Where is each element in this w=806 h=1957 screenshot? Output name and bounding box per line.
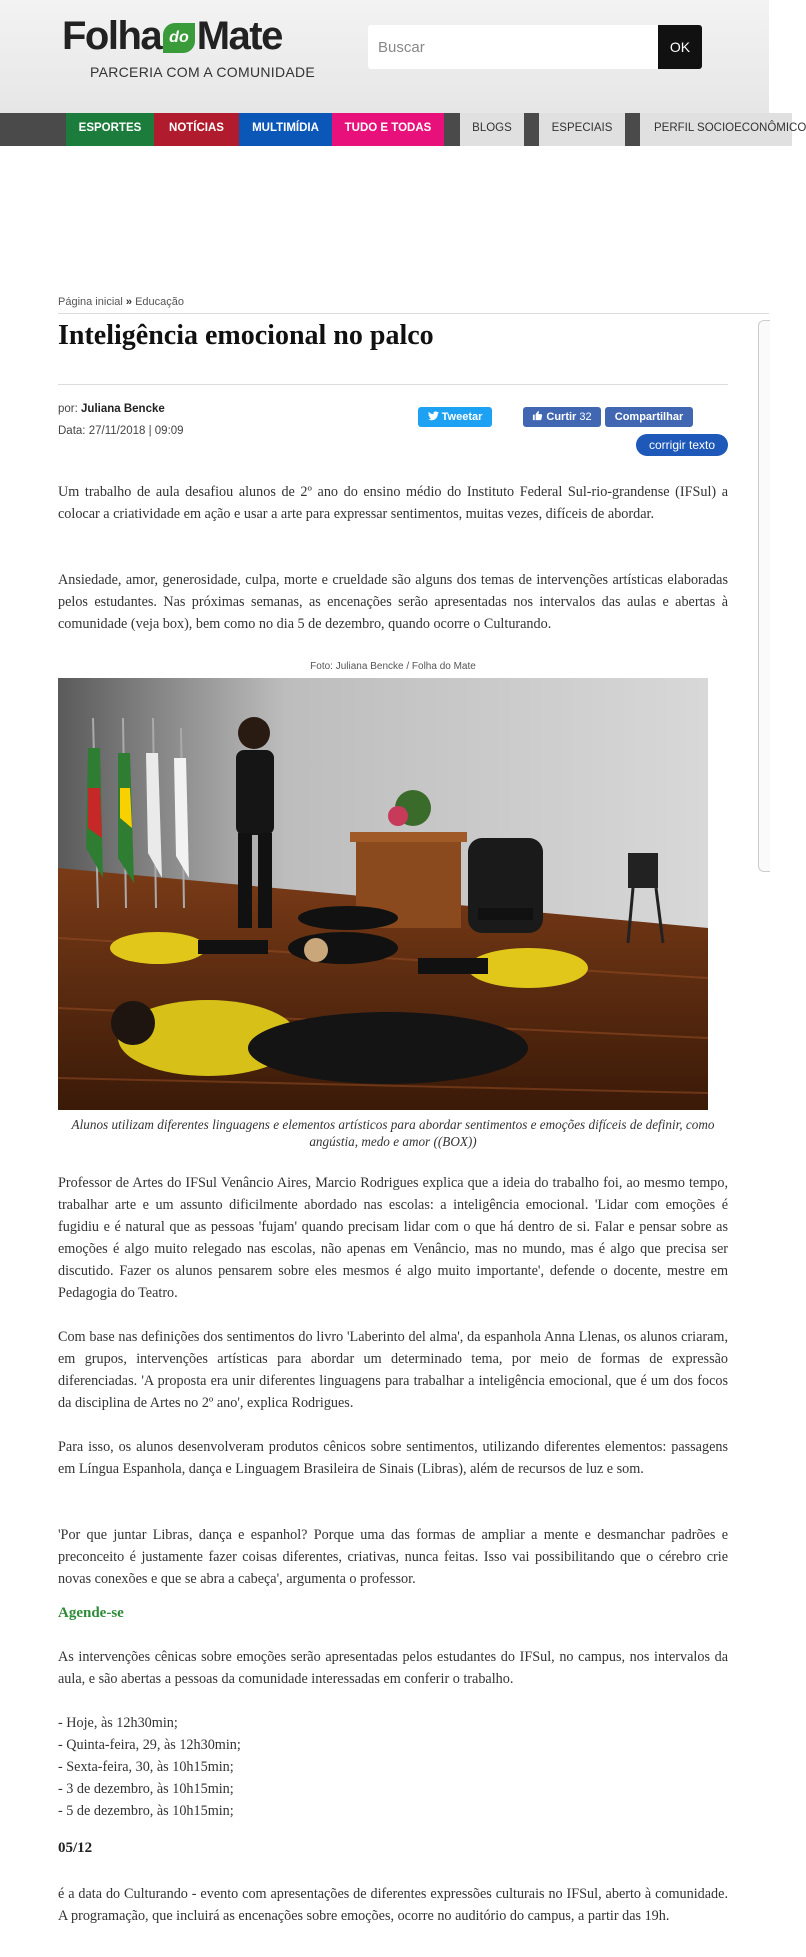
article-photo[interactable] bbox=[58, 678, 708, 1110]
article-paragraph-7: As intervenções cênicas sobre emoções serão apresentadas pelos estudantes do IFSul, no campus, nos intervalos da aula, e são abertas a pessoas da comunidade interessadas em conferir o trabalho. bbox=[58, 1649, 728, 1687]
nav-item-noticias[interactable]: NOTÍCIAS bbox=[154, 113, 239, 146]
breadcrumb-separator: » bbox=[125, 296, 133, 308]
search-button[interactable]: OK bbox=[658, 25, 702, 69]
breadcrumb-section[interactable]: Educação bbox=[135, 296, 185, 308]
schedule-item: - Sexta-feira, 30, às 10h15min; bbox=[58, 1759, 234, 1775]
schedule-item: - 5 de dezembro, às 10h15min; bbox=[58, 1803, 234, 1819]
schedule-item: - Hoje, às 12h30min; bbox=[58, 1715, 178, 1731]
search-input[interactable] bbox=[368, 25, 658, 69]
thumbs-up-icon bbox=[532, 410, 543, 421]
share-button[interactable]: Compartilhar bbox=[605, 407, 693, 427]
logo-tagline: PARCERIA COM A COMUNIDADE bbox=[90, 64, 316, 80]
article-paragraph-1: Um trabalho de aula desafiou alunos de 2º ano do ensino médio do Instituto Federal Sul-rio-grandense (IFSul) a colocar a criatividade em ação e usar a arte para expressar sentimentos, muitas vezes, difíceis de abordar. bbox=[58, 484, 728, 522]
twitter-bird-icon bbox=[428, 411, 439, 421]
breadcrumb-divider bbox=[58, 313, 769, 314]
date-heading: 05/12 bbox=[58, 1840, 93, 1856]
nav-item-blogs[interactable]: BLOGS bbox=[452, 113, 524, 146]
article-paragraph-2: Ansiedade, amor, generosidade, culpa, morte e crueldade são alguns dos temas de intervenções artísticas elaboradas pelos estudantes. Nas próximas semanas, as encenações serão apresentadas nos intervalos das aulas e abertas à comunidade (veja box), bem como no dia 5 de dezembro, quando ocorre o Culturando. bbox=[58, 572, 728, 632]
logo-leaf-do: do bbox=[163, 23, 195, 53]
article-paragraph-6: 'Por que juntar Libras, dança e espanhol? Porque uma das formas de ampliar a mente e desmanchar padrões e preconceito é justamente fazer coisas diferentes, criativas, nunca feitas. Isso vai possibilitando que o cérebro crie novas conexões e que se abra a cabeça', argumenta o professor. bbox=[58, 1527, 728, 1587]
article-title: Inteligência emocional no palco bbox=[58, 320, 434, 351]
article-meta bbox=[58, 398, 184, 442]
date-line bbox=[58, 420, 184, 442]
logo-word-mate: Mate bbox=[196, 14, 282, 58]
correct-text-button[interactable]: corrigir texto bbox=[636, 434, 728, 456]
title-divider bbox=[58, 384, 728, 385]
photo-credit: Foto: Juliana Bencke / Folha do Mate bbox=[310, 661, 476, 672]
article-paragraph-3: Professor de Artes do IFSul Venâncio Aires, Marcio Rodrigues explica que a ideia do trabalho foi, ao mesmo tempo, trabalhar arte e um assunto dificilmente abordado nas escolas: a inteligência emocional. 'Lidar com emoções é fugidiu e é natural que as pessoas 'fujam' quando precisam lidar com o que há dentro de si. Falar e pensar sobre as emoções é algo muito relegado nas escolas, não apenas em Venâncio, mas no mundo, mas é algo que precisa ser discutido. Fazer os alunos pensarem sobre eles mesmos é algo muito importante', defende o docente, mestre em Pedagogia do Teatro. bbox=[58, 1175, 728, 1301]
schedule-item: - 3 de dezembro, às 10h15min; bbox=[58, 1781, 234, 1797]
site-header bbox=[0, 0, 769, 113]
article-date: 27/11/2018 | 09:09 bbox=[88, 425, 184, 437]
nav-item-multimidia[interactable]: MULTIMÍDIA bbox=[239, 113, 332, 146]
schedule-item: - Quinta-feira, 29, às 12h30min; bbox=[58, 1737, 241, 1753]
nav-item-perfil-socioeconomico[interactable]: PERFIL SOCIOECONÔMICO bbox=[632, 113, 792, 146]
photo-caption: Alunos utilizam diferentes linguagens e elementos artísticos para abordar sentimentos e emoções difíceis de definir, como angústia, medo e amor ((BOX)) bbox=[71, 1117, 715, 1149]
like-label: Curtir bbox=[546, 411, 577, 423]
nav-item-esportes[interactable]: ESPORTES bbox=[66, 113, 154, 146]
students-performance-photo bbox=[58, 678, 708, 1110]
breadcrumb-home[interactable]: Página inicial bbox=[58, 296, 123, 308]
like-button[interactable] bbox=[523, 407, 601, 427]
like-count: 32 bbox=[579, 411, 592, 423]
tweet-button[interactable] bbox=[418, 407, 492, 427]
author-prefix: por: bbox=[58, 403, 78, 415]
schedule-list bbox=[58, 1712, 728, 1822]
author-line bbox=[58, 398, 184, 420]
box-title: Agende-se bbox=[58, 1605, 124, 1621]
logo-word-folha: Folha bbox=[62, 14, 162, 58]
nav-item-tudo-e-todas[interactable]: TUDO E TODAS bbox=[332, 113, 444, 146]
date-prefix: Data: bbox=[58, 425, 86, 437]
site-logo[interactable] bbox=[62, 14, 342, 84]
author-name[interactable]: Juliana Bencke bbox=[81, 403, 165, 415]
side-panel-tab[interactable] bbox=[758, 320, 770, 872]
article-paragraph-4: Com base nas definições dos sentimentos do livro 'Laberinto del alma', da espanhola Anna Llenas, os alunos criaram, em grupos, intervenções artísticas para abordar um determinado tema, por meio de formas de expressão diferenciadas. 'A proposta era unir diferentes linguagens para trabalhar a inteligência emocional, que é um dos focos da disciplina de Artes no 2º ano', explica Rodrigues. bbox=[58, 1329, 728, 1411]
article-paragraph-5: Para isso, os alunos desenvolveram produtos cênicos sobre sentimentos, utilizando diferentes elementos: passagens em Língua Espanhola, dança e Linguagem Brasileira de Sinais (Libras), além de recursos de luz e som. bbox=[58, 1439, 728, 1477]
search-box bbox=[368, 25, 702, 69]
article-paragraph-8: é a data do Culturando - evento com apresentações de diferentes expressões culturais no IFSul, aberto à comunidade. A programação, que incluirá as encenações sobre emoções, ocorre no auditório do campus, a partir das 19h. bbox=[58, 1886, 728, 1924]
breadcrumb bbox=[58, 296, 184, 308]
logo-wordmark bbox=[62, 14, 282, 59]
main-nav bbox=[0, 113, 806, 146]
nav-item-especiais[interactable]: ESPECIAIS bbox=[531, 113, 625, 146]
tweet-label: Tweetar bbox=[441, 411, 483, 423]
